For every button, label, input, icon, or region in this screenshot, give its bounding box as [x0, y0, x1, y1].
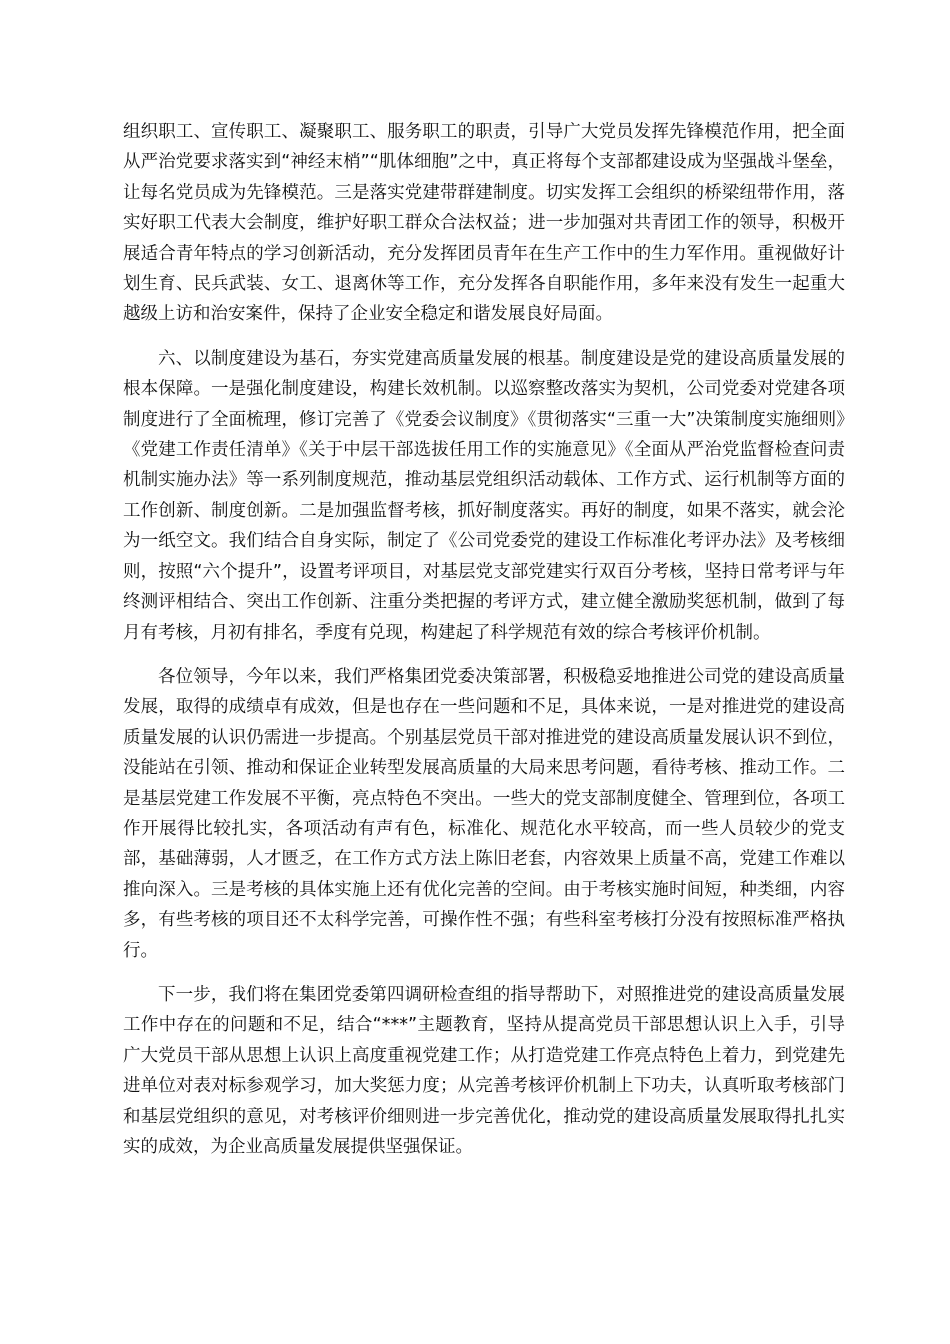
- document-body: [123, 117, 845, 1176]
- paragraph-continuation: 组织职工、宣传职工、凝聚职工、服务职工的职责，引导广大党员发挥先锋模范作用，把全面从严治党要求落实到“神经末梢”“肌体细胞”之中，真正将每个支部都建设成为坚强战斗堡垒，让每名党员成为先锋模范。三是落实党建带群建制度。切实发挥工会组织的桥梁纽带作用，落实好职工代表大会制度，维护好职工群众合法权益；进一步加强对共青团工作的领导，积极开展适合青年特点的学习创新活动，充分发挥团员青年在生产工作中的生力军作用。重视做好计划生育、民兵武装、女工、退离休等工作，充分发挥各自职能作用，多年来没有发生一起重大越级上访和治安案件，保持了企业安全稳定和谐发展良好局面。: [123, 122, 845, 325]
- paragraph-section-six: 六、以制度建设为基石，夯实党建高质量发展的根基。制度建设是党的建设高质量发展的根本保障。一是强化制度建设，构建长效机制。以巡察整改落实为契机，公司党委对党建各项制度进行了全面梳理，修订完善了《党委会议制度》《贯彻落实“三重一大”决策制度实施细则》《党建工作责任清单》《关于中层干部选拔任用工作的实施意见》《全面从严治党监督检查问责机制实施办法》等一系列制度规范，推动基层党组织活动载体、工作方式、运行机制等方面的工作创新、制度创新。二是加强监督考核，抓好制度落实。再好的制度，如果不落实，就会沦为一纸空文。我们结合自身实际，制定了《公司党委党的建设工作标准化考评办法》及考核细则，按照“六个提升”，设置考评项目，对基层党支部党建实行双百分考核，坚持日常考评与年终测评相结合、突出工作创新、注重分类把握的考评方式，建立健全激励奖惩机制，做到了每月有考核，月初有排名，季度有兑现，构建起了科学规范有效的综合考核评价机制。: [123, 348, 845, 643]
- paragraph-next-steps: 下一步，我们将在集团党委第四调研检查组的指导帮助下，对照推进党的建设高质量发展工作中存在的问题和不足，结合“***”主题教育，坚持从提高党员干部思想认识上入手，引导广大党员干部从思想上认识上高度重视党建工作；从打造党建工作亮点特色上着力，到党建先进单位对表对标参观学习，加大奖惩力度；从完善考核评价机制上下功夫，认真听取考核部门和基层党组织的意见，对考核评价细则进一步完善优化，推动党的建设高质量发展取得扎扎实实的成效，为企业高质量发展提供坚强保证。: [123, 984, 845, 1157]
- paragraph-problems: 各位领导，今年以来，我们严格集团党委决策部署，积极稳妥地推进公司党的建设高质量发展，取得的成绩卓有成效，但是也存在一些问题和不足，具体来说，一是对推进党的建设高质量发展的认识仍需进一步提高。个别基层党员干部对推进党的建设高质量发展认识不到位，没能站在引领、推动和保证企业转型发展高质量的大局来思考问题，看待考核、推动工作。二是基层党建工作发展不平衡，亮点特色不突出。一些大的党支部制度健全、管理到位，各项工作开展得比较扎实，各项活动有声有色，标准化、规范化水平较高，而一些人员较少的党支部，基础薄弱，人才匮乏，在工作方式方法上陈旧老套，内容效果上质量不高，党建工作难以推向深入。三是考核的具体实施上还有优化完善的空间。由于考核实施时间短，种类细，内容多，有些考核的项目还不太科学完善，可操作性不强；有些科室考核打分没有按照标准严格执行。: [123, 666, 845, 961]
